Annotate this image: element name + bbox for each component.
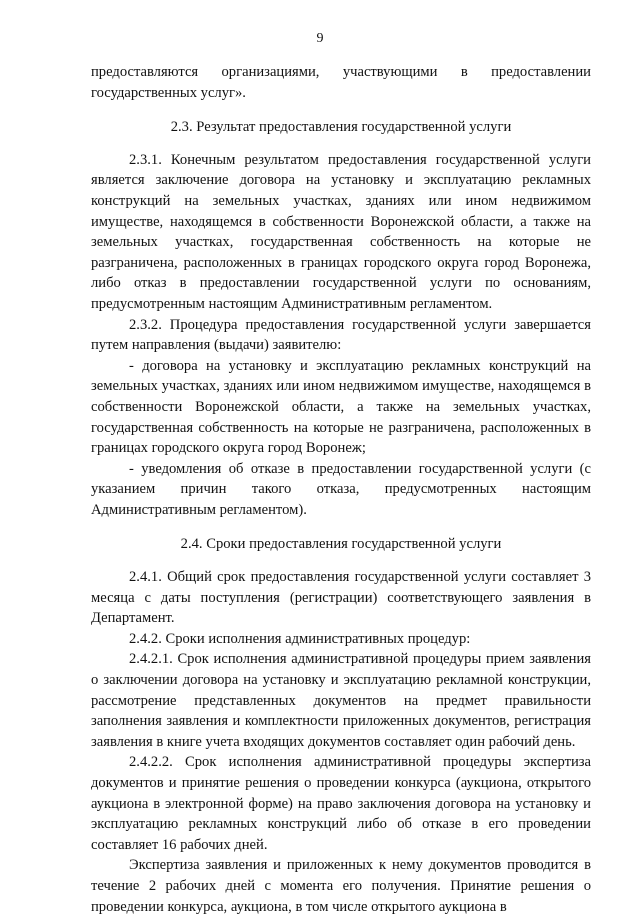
section-heading-2-4: 2.4. Сроки предоставления государственной услуги [180,536,502,553]
paragraph-2-4-1: 2.4.1. Общий срок предоставления государственной услуги составляет 3 месяца с даты поступления (регистрации) соответствующего заявления в Департамент. [91,569,591,627]
paragraph-expertise: Экспертиза заявления и приложенных к нему документов проводится в течение 2 рабочих дней с момента его получения. Принятие решения о проведении конкурса, аукциона, в том числе открытого аукциона в [91,857,591,915]
section-heading-2-3: 2.3. Результат предоставления государственной услуги [170,119,512,136]
paragraph-2-4-2-1: 2.4.2.1. Срок исполнения административной процедуры прием заявления о заключении договора на установку и эксплуатацию рекламной конструкции, рассмотрение представленных документов на предмет правильности заполнения заявления и комплектности приложенных документов, регистрация заявления в книге учета входящих документов составляет один рабочий день. [91,651,591,750]
paragraph-2-4-2: 2.4.2. Сроки исполнения административных процедур: [129,630,471,647]
intro-paragraph: предоставляются организациями, участвующими в предоставлении государственных услуг». [91,64,591,101]
paragraph-2-3-1: 2.3.1. Конечным результатом предоставления государственной услуги является заключение договора на установку и эксплуатацию рекламных конструкций на земельных участках, зданиях или ином недвижимом имуществе, находящемся в собственности Воронежской области, а также на земельных участках, государственная собственность на которые не разграничена, расположенных в границах городского округа город Воронежа, либо отказ в предоставлении государственной услуги по основаниям, предусмотренным настоящим Административным регламентом. [91,151,591,312]
page-number: 9 [316,31,324,46]
paragraph-2-4-2-2: 2.4.2.2. Срок исполнения административной процедуры экспертиза документов и принятие решения о проведении конкурса (аукциона, открытого аукциона в электронной форме) на право заключения договора на установку и эксплуатацию рекламных конструкций либо об отказе в его проведении составляет 16 рабочих дней. [91,754,591,853]
bullet-refusal-notice: - уведомления об отказе в предоставлении государственной услуги (с указанием причин такого отказа, предусмотренных настоящим Административным регламентом). [91,460,591,518]
paragraph-2-3-2: 2.3.2. Процедура предоставления государственной услуги завершается путем направления (выдачи) заявителю: [91,316,591,354]
bullet-contract: - договора на установку и эксплуатацию рекламных конструкций на земельных участках, зданиях или ином недвижимом имуществе, находящемся в собственности Воронежской области, а также на земельных участках, государственная собственность на которые не разграничена, расположенных в границах городского округа город Воронеж; [91,357,591,457]
document-body [91,62,591,917]
